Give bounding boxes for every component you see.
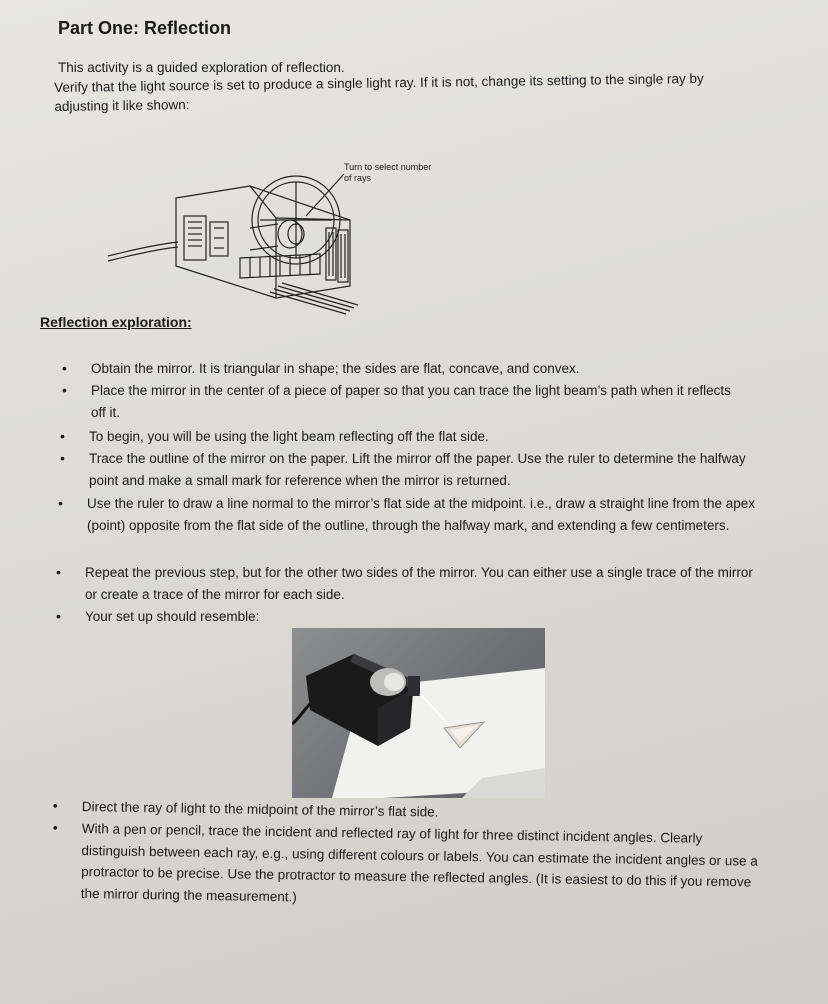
list-item-text: Direct the ray of light to the midpoint of the mirror’s flat side. [81,798,439,820]
bullet-icon: • [52,819,58,836]
list-item-text: Your set up should resemble: [85,609,260,624]
list-item [60,426,749,448]
setup-photo-illustration [292,628,545,798]
setup-photo [292,628,545,798]
list-item [62,380,741,423]
bullet-icon: • [58,495,63,511]
list-item [56,562,755,605]
list-item-text: Place the mirror in the center of a piece of paper so that you can trace the light beam’s path when it reflects off it. [91,383,731,420]
verify-instruction: Verify that the light source is set to produce a single light ray. If it is not, change its setting to the single ray by adjusting it like shown: [54,70,704,114]
list-item-text: Use the ruler to draw a line normal to the mirror’s flat side at the midpoint. i.e., draw a straight line from the apex (point) opposite from the flat side of the outline, through the halfway mark, and extending a few centimeters. [87,496,756,533]
figure-callout: Turn to select number of rays [344,162,432,183]
list-item-text: Trace the outline of the mirror on the paper. Lift the mirror off the paper. Use the ruler to determine the halfway point and make a small mark for reference when the mirror is returned. [89,451,746,488]
list-item-text: Repeat the previous step, but for the other two sides of the mirror. You can either use a single trace of the mirror or create a trace of the mirror for each side. [85,565,753,602]
list-item [60,448,753,491]
list-item-text: With a pen or pencil, trace the incident and reflected ray of light for three distinct incident angles. Clearly distinguish between each ray, e.g., using different colours or labels. You can estimate the incident angles or use a protractor to be precise. Use the protractor to measure the reflected angles. (It is easiest to do this if you remove the mirror during the measurement.) [80,820,758,904]
bullet-icon: • [62,382,67,398]
intro-text: This activity is a guided exploration of reflection. [58,60,345,75]
bullet-icon: • [62,360,67,376]
list-item [58,493,759,536]
list-item [62,358,751,380]
bullet-icon: • [60,450,65,466]
list-item [52,818,766,915]
bullet-icon: • [56,564,61,580]
bullet-icon: • [56,608,61,624]
list-item-text: To begin, you will be using the light beam reflecting off the flat side. [89,429,489,444]
list-item-text: Obtain the mirror. It is triangular in shape; the sides are flat, concave, and convex. [91,361,580,376]
bullet-icon: • [60,428,65,444]
page-title: Part One: Reflection [58,18,232,38]
section-heading: Reflection exploration: [40,314,192,330]
list-item [56,606,745,628]
bullet-icon: • [52,797,58,814]
light-source-figure [100,158,430,318]
